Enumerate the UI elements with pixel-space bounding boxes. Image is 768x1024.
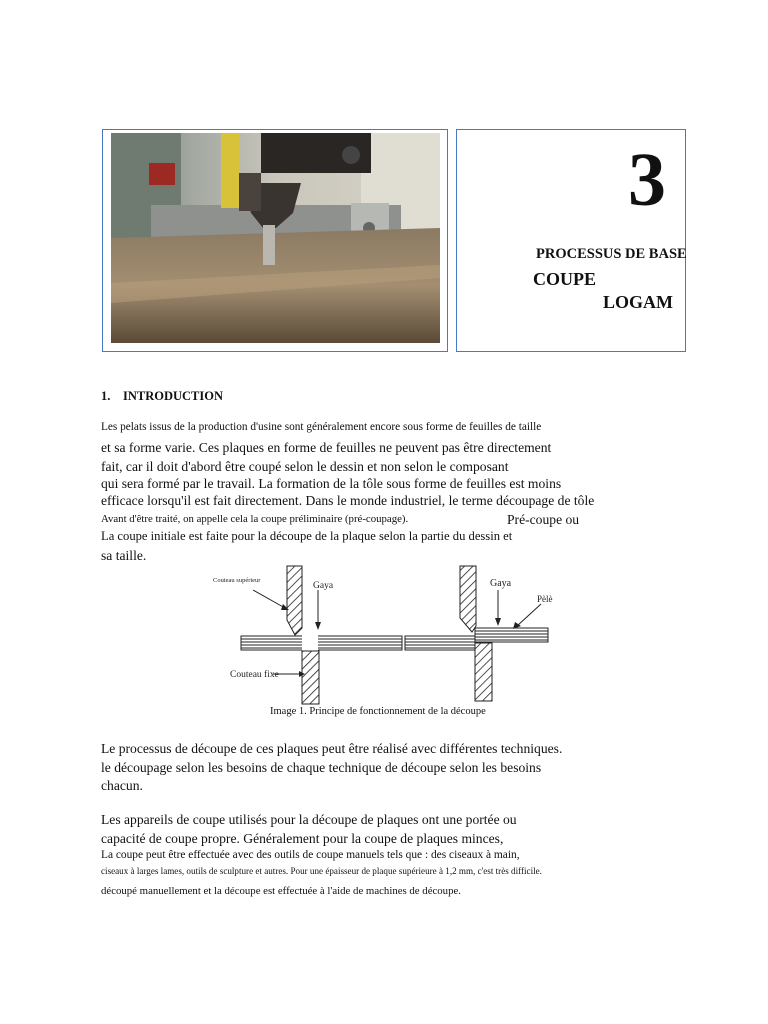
paragraph-line: capacité de coupe propre. Généralement pour la coupe de plaques minces, [101,831,504,846]
section-number: 1. [101,389,111,403]
label-upper-knife: Couteau supérieur [213,577,261,584]
chapter-title-line2: COUPE [533,269,596,289]
chapter-number: 3 [628,138,666,222]
paragraph-line: découpé manuellement et la découpe est effectuée à l'aide de machines de découpe. [101,885,461,897]
paragraph-line: Le processus de découpe de ces plaques peut être réalisé avec différentes techniques. [101,741,563,756]
label-gaya-left: Gaya [313,581,334,591]
label-fixed-knife: Couteau fixe [230,670,279,680]
paragraph-line: chacun. [101,778,143,793]
label-gaya-right: Gaya [490,578,512,589]
gap-gaya-left [302,632,318,652]
paragraph-line: Avant d'être traité, on appelle cela la coupe préliminaire (pré-coupage). [101,513,409,525]
fixed-knife-left [302,651,319,704]
cutting-diagram [205,562,565,720]
label-plate: Pèlè [537,594,553,604]
paragraph-line: La coupe peut être effectuée avec des outils de coupe manuels tels que : des ciseaux à main, [101,849,520,861]
paragraph-line: Les appareils de coupe utilisés pour la découpe de plaques ont une portée ou [101,812,517,827]
paragraph-line: Les pelats issus de la production d'usine sont généralement encore sous forme de feuilles de taille [101,421,542,433]
paragraph-line: et sa forme varie. Ces plaques en forme de feuilles ne peuvent pas être directement [101,440,552,455]
paragraph-line: La coupe initiale est faite pour la découpe de la plaque selon la partie du dessin et [101,529,513,543]
paragraph-line-inline: Pré-coupe ou [507,512,580,527]
machine-photo [111,133,440,343]
cutting-principle-figure [205,562,565,720]
section-heading [101,389,223,404]
fixed-knife-right [475,643,492,701]
plate-left [241,636,402,650]
paragraph-line: qui sera formé par le travail. La formation de la tôle sous forme de feuilles est moins [101,476,562,491]
chapter-title-line3: LOGAM [603,292,673,312]
paragraph-line: le découpage selon les besoins de chaque technique de découpe selon les besoins [101,760,542,775]
paragraph-line: efficace lorsqu'il est fait directement. Dans le monde industriel, le terme découpage de tôle [101,493,595,508]
upper-knife-left [287,566,302,635]
upper-knife-right [460,566,476,632]
figure-caption: Image 1. Principe de fonctionnement de la découpe [270,706,486,717]
paragraph-line: fait, car il doit d'abord être coupé selon le dessin et non selon le composant [101,459,509,474]
machine-photo-illustration [111,133,440,343]
paragraph-line: sa taille. [101,548,147,563]
chapter-title-line1: PROCESSUS DE BASE [536,246,687,262]
paragraph-line: ciseaux à larges lames, outils de sculpture et autres. Pour une épaisseur de plaque supérieure à 1,2 mm, c'est très difficile. [101,866,542,876]
section-title: INTRODUCTION [123,389,224,403]
